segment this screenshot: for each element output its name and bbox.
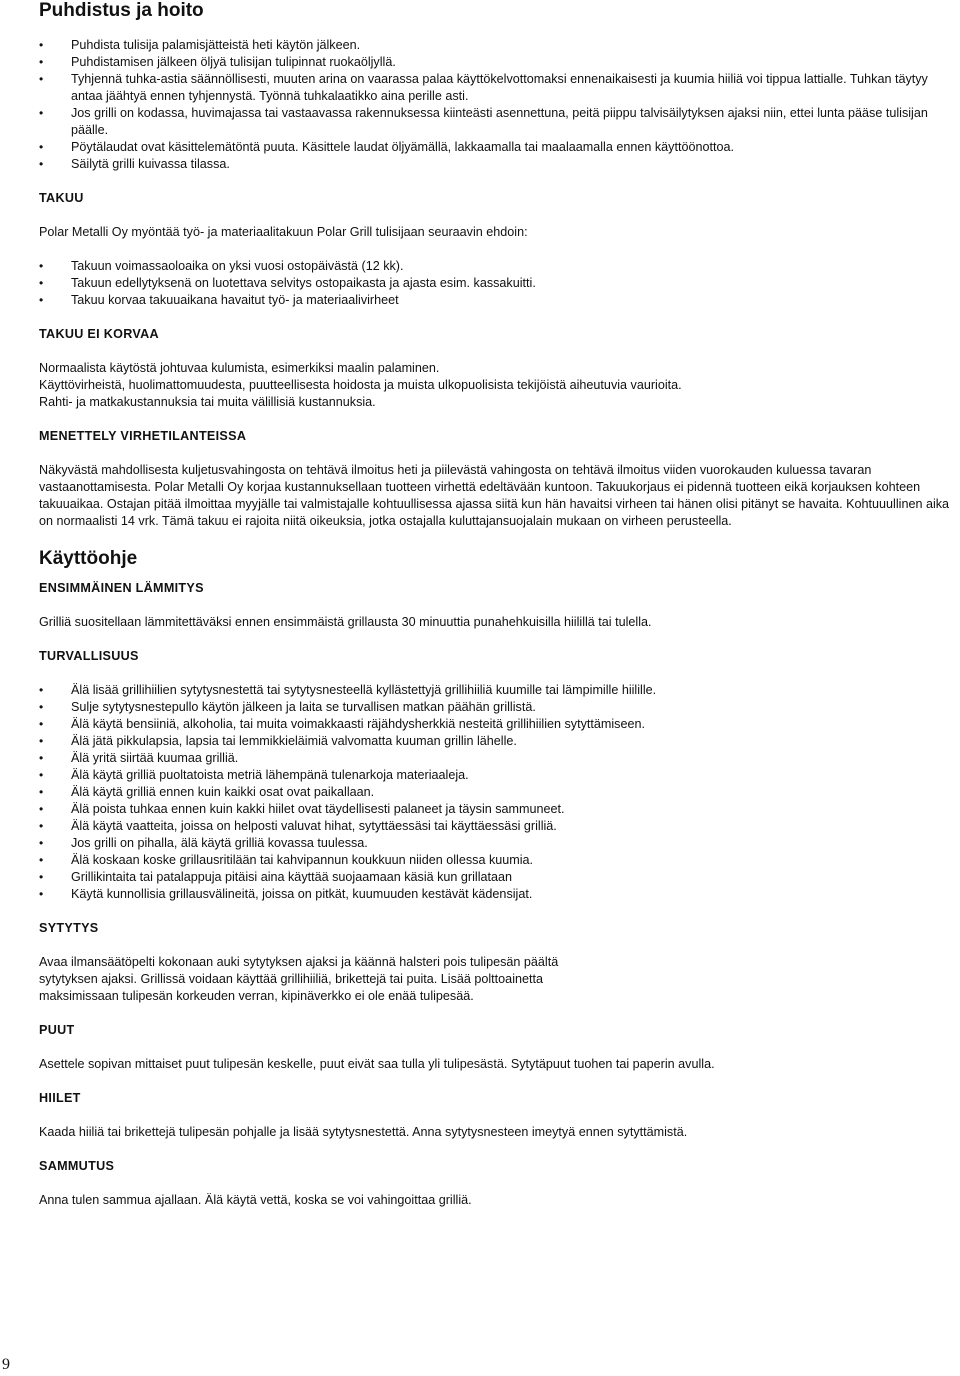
heading-hiilet: HIILET <box>39 1091 81 1105</box>
takuu-intro: Polar Metalli Oy myöntää työ- ja materiaalitakuun Polar Grill tulisijaan seuraavin ehdoin: <box>39 225 528 239</box>
list-item: • Käytä kunnollisia grillausvälineitä, joissa on pitkät, kuumuuden kestävät kädensijat. <box>39 886 960 903</box>
list-item: • Älä poista tuhkaa ennen kuin kakki hiilet ovat täydellisesti palaneet ja täysin sammuneet. <box>39 801 960 818</box>
list-item: • Puhdistamisen jälkeen öljyä tulisijan tulipinnat ruokaöljyllä. <box>39 54 960 71</box>
heading-ensimmainen-lammitys: ENSIMMÄINEN LÄMMITYS <box>39 581 204 595</box>
document-page <box>39 0 960 1209</box>
section-title-puhdistus: Puhdistus ja hoito <box>39 0 204 21</box>
heading-takuu-ei-korvaa: TAKUU EI KORVAA <box>39 327 159 341</box>
puut-text: Asettele sopivan mittaiset puut tulipesän keskelle, puut eivät saa tulla yli tulipesästä. Sytytäpuut tuohen tai paperin avulla. <box>39 1057 715 1071</box>
section-title-kayttoohje: Käyttöohje <box>39 548 138 569</box>
heading-turvallisuus: TURVALLISUUS <box>39 649 139 663</box>
heading-puut: PUUT <box>39 1023 75 1037</box>
paragraph-line: maksimissaan tulipesän korkeuden verran, kipinäverkko ei ole enää tulipesää. <box>39 989 474 1003</box>
ensimmainen-text: Grilliä suositellaan lämmitettäväksi ennen ensimmäistä grillausta 30 minuuttia punahehkuisilla hiilillä tai tulella. <box>39 615 652 629</box>
takuu-ei-korvaa-text <box>39 360 960 411</box>
heading-sytytys: SYTYTYS <box>39 921 99 935</box>
paragraph-line: sytytyksen ajaksi. Grillissä voidaan käyttää grillihiiliä, brikettejä tai puita. Lisää polttoainetta <box>39 972 543 986</box>
heading-menettely: MENETTELY VIRHETILANTEISSA <box>39 429 247 443</box>
sammutus-text: Anna tulen sammua ajallaan. Älä käytä vettä, koska se voi vahingoittaa grilliä. <box>39 1193 472 1207</box>
list-item: • Jos grilli on pihalla, älä käytä grilliä kovassa tuulessa. <box>39 835 960 852</box>
list-item: • Älä koskaan koske grillausritilään tai kahvipannun koukkuun niiden ollessa kuumia. <box>39 852 960 869</box>
menettely-text: Näkyvästä mahdollisesta kuljetusvahingosta on tehtävä ilmoitus heti ja piilevästä vahingosta on tehtävä ilmoitus viiden vuorokauden kuluessa tavaran vastaanottamisesta. Polar Metalli Oy korjaa kustannuksellaan tuotteen virhettä edeltävään kuntoon. Takuukorjaus ei pidennä tuotteen eikä korjauksen kohteen takuuaikaa. Ostajan pitää ilmoittaa myyjälle tai valmistajalle kohtuullisessa ajassa siitä kun hän havaitsi virheen tai hänen olisi pitänyt se havaita. Kohtuuullinen aika on normaalisti 14 vrk. Tämä takuu ei rajoita niitä oikeuksia, jotka ostajalla kuluttajansuojalain mukaan on virheen perusteella. <box>39 463 950 528</box>
list-item: • Grillikintaita tai patalappuja pitäisi aina käyttää suojaamaan käsiä kun grillataan <box>39 869 960 886</box>
list-item: • Älä käytä grilliä puoltatoista metriä lähempänä tulenarkoja materiaaleja. <box>39 767 960 784</box>
list-item: • Takuun voimassaoloaika on yksi vuosi ostopäivästä (12 kk). <box>39 258 960 275</box>
cleaning-list <box>39 37 960 173</box>
list-item: • Takuu korvaa takuuaikana havaitut työ- ja materiaalivirheet <box>39 292 960 309</box>
paragraph-line: Rahti- ja matkakustannuksia tai muita välillisiä kustannuksia. <box>39 395 376 409</box>
sytytys-text <box>39 954 960 1005</box>
hiilet-text: Kaada hiiliä tai brikettejä tulipesän pohjalle ja lisää sytytysnestettä. Anna sytytysnesteen imeytyä ennen sytyttämistä. <box>39 1125 688 1139</box>
paragraph-line: Avaa ilmansäätöpelti kokonaan auki sytytyksen ajaksi ja käännä halsteri pois tulipesän päältä <box>39 955 559 969</box>
list-item: • Säilytä grilli kuivassa tilassa. <box>39 156 960 173</box>
list-item: • Älä käytä bensiiniä, alkoholia, tai muita voimakkaasti räjähdysherkkiä nesteitä grillihiilien sytyttämiseen. <box>39 716 960 733</box>
list-item: • Sulje sytytysnestepullo käytön jälkeen ja laita se turvallisen matkan päähän grillistä. <box>39 699 960 716</box>
list-item: • Pöytälaudat ovat käsittelemätöntä puuta. Käsittele laudat öljyämällä, lakkaamalla tai maalaamalla ennen käyttöönottoa. <box>39 139 960 156</box>
paragraph-line: Käyttövirheistä, huolimattomuudesta, puutteellisesta hoidosta ja muista ulkopuolisista tekijöistä aiheutuvia vaurioita. <box>39 378 682 392</box>
list-item: • Puhdista tulisija palamisjätteistä heti käytön jälkeen. <box>39 37 960 54</box>
paragraph-line: Normaalista käytöstä johtuvaa kulumista, esimerkiksi maalin palaminen. <box>39 361 440 375</box>
list-item: • Älä käytä grilliä ennen kuin kaikki osat ovat paikallaan. <box>39 784 960 801</box>
list-item: • Älä lisää grillihiilien sytytysnestettä tai sytytysnesteellä kyllästettyjä grillihiiliä kuumille tai lämpimille hiilille. <box>39 682 960 699</box>
list-item: • Älä jätä pikkulapsia, lapsia tai lemmikkieläimiä valvomatta kuuman grillin lähelle. <box>39 733 960 750</box>
list-item: • Älä käytä vaatteita, joissa on helposti valuvat hihat, sytyttäessäsi tai käyttäessäsi grilliä. <box>39 818 960 835</box>
heading-takuu: TAKUU <box>39 191 84 205</box>
list-item: • Takuun edellytyksenä on luotettava selvitys ostopaikasta ja ajasta esim. kassakuitti. <box>39 275 960 292</box>
takuu-list <box>39 258 960 309</box>
heading-sammutus: SAMMUTUS <box>39 1159 115 1173</box>
list-item: • Jos grilli on kodassa, huvimajassa tai vastaavassa rakennuksessa kiinteästi asennettuna, peitä piippu talvisäilytyksen ajaksi niin, ettei lunta pääse tulisijan päälle. <box>39 105 960 139</box>
page-number: 9 <box>2 1356 10 1373</box>
list-item: • Tyhjennä tuhka-astia säännöllisesti, muuten arina on vaarassa palaa käyttökelvottomaksi ennenaikaisesti ja kuumia hiiliä voi tippua lattialle. Tuhkan täytyy antaa jäähtyä ennen tyhjennystä. Työnnä tuhkalaatikko aina perille asti. <box>39 71 960 105</box>
list-item: • Älä yritä siirtää kuumaa grilliä. <box>39 750 960 767</box>
safety-list <box>39 682 960 903</box>
